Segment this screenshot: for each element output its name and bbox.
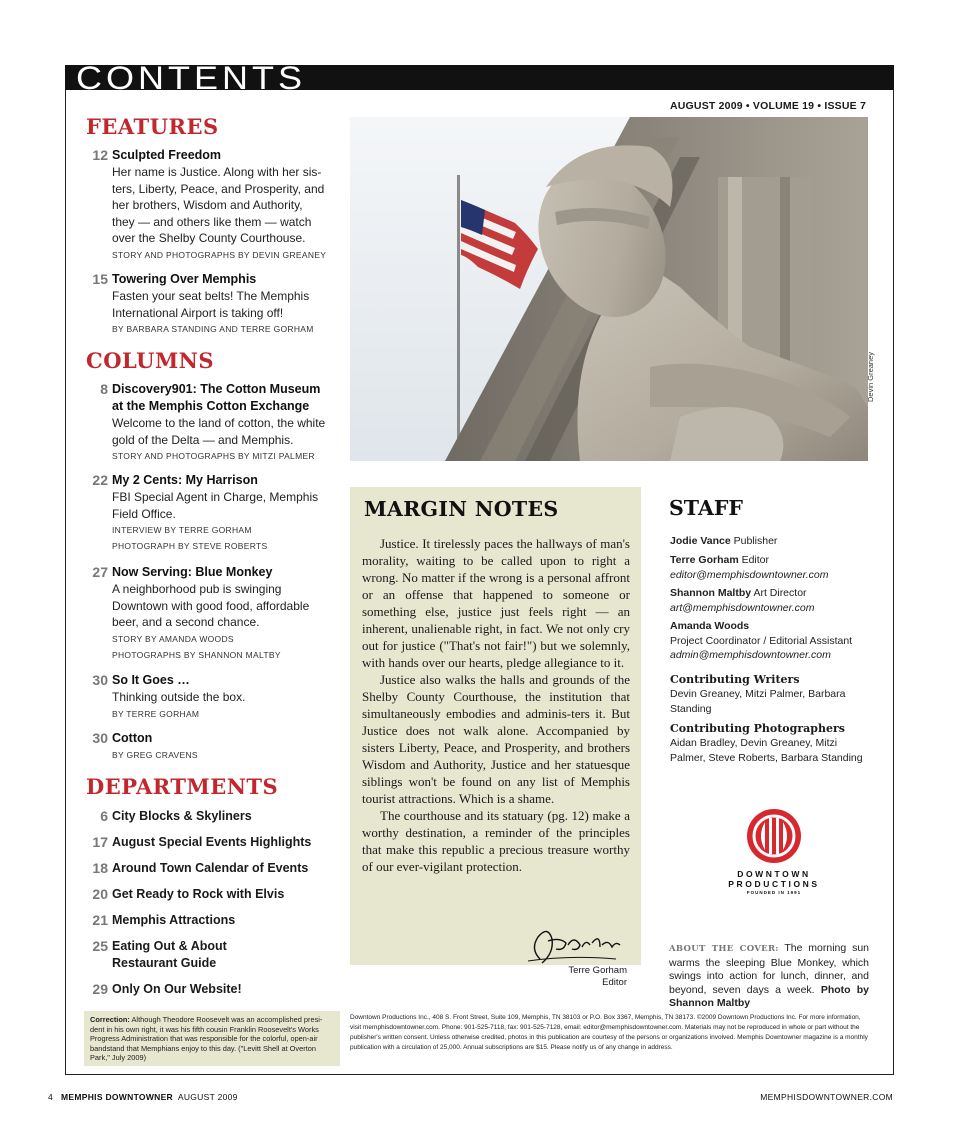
staff-role: Publisher <box>733 535 778 547</box>
photographers-heading: Contributing Photographers <box>670 722 845 735</box>
entry-description <box>112 689 336 706</box>
entry-title: Now Serving: Blue Monkey <box>112 565 273 579</box>
title-line: Discovery901: The Cotton Museum <box>112 382 321 396</box>
page-number: 30 <box>92 672 108 688</box>
toc-entry[interactable] <box>86 672 336 722</box>
issue-line: AUGUST 2009 • VOLUME 19 • ISSUE 7 <box>669 100 866 112</box>
entry-title: City Blocks & Skyliners <box>112 809 252 823</box>
entry-title <box>112 381 336 415</box>
staff-member <box>670 534 875 549</box>
writers-list: Devin Greaney, Mitzi Palmer, Barbara Standing <box>670 688 846 715</box>
title-line: Restaurant Guide <box>112 956 217 970</box>
correction-box <box>84 1011 340 1066</box>
entry-title: Sculpted Freedom <box>112 148 222 162</box>
page-number: 6 <box>100 808 108 824</box>
staff-email[interactable]: admin@memphisdowntowner.com <box>670 649 831 661</box>
entry-title: So It Goes … <box>112 673 190 687</box>
editor-signature <box>520 919 630 967</box>
desc-line: FBI Special Agent in Charge, Memphis <box>112 490 319 504</box>
staff-email[interactable]: editor@memphisdowntowner.com <box>670 568 829 581</box>
justice-statue-photo <box>350 117 868 461</box>
entry-credit: PHOTOGRAPHS BY SHANNON MALTBY <box>112 649 281 660</box>
entry-title: Towering Over Memphis <box>112 272 257 286</box>
dp-logo-icon <box>746 808 802 864</box>
staff-role: Art Director <box>753 587 807 599</box>
paragraph: Justice. It tirelessly paces the hallways of man's morality, waiting to be called upon to right a wrong. No matter if the wrong is a personal affront or an offense that happened to someone or something else, justice just feels right — an inherent, unalienable right, in fact. We not only cry out for justice ("That's not fair!") but we solemnly, with hands over our hearts, pledge allegiance to it. <box>362 536 630 670</box>
features-heading: FEATURES <box>86 114 219 139</box>
staff-member <box>670 619 875 663</box>
footer-page-number: 4 <box>48 1092 54 1102</box>
editor-role: Editor <box>602 976 627 988</box>
toc-entry[interactable] <box>86 564 336 663</box>
margin-notes-heading: MARGIN NOTES <box>364 497 559 521</box>
entry-credit: BY GREG CRAVENS <box>112 750 198 760</box>
toc-entry[interactable] <box>86 938 336 972</box>
logo-line2: PRODUCTIONS <box>728 879 820 889</box>
desc-line: A neighborhood pub is swinging <box>112 582 282 596</box>
entry-title: My 2 Cents: My Harrison <box>112 473 258 487</box>
desc-line: Thinking outside the box. <box>112 690 246 704</box>
desc-line: Downtown with good food, affordable <box>112 598 310 613</box>
staff-name: Jodie Vance <box>670 535 731 547</box>
entry-description <box>112 164 336 247</box>
page-number: 30 <box>92 730 108 746</box>
toc-entry[interactable] <box>86 886 336 903</box>
cover-lead: ABOUT THE COVER: <box>669 944 779 954</box>
downtown-productions-logo <box>726 808 822 903</box>
logo-founded: FOUNDED IN 1991 <box>746 890 802 895</box>
entry-credit: STORY AND PHOTOGRAPHS BY DEVIN GREANEY <box>112 249 327 260</box>
staff-name: Amanda Woods <box>670 620 750 632</box>
margin-notes-panel <box>350 487 641 988</box>
staff-member <box>670 553 875 582</box>
desc-line: her brothers, Wisdom and Authority, <box>112 198 303 212</box>
title-line: Eating Out & About <box>112 939 227 953</box>
desc-line: International Airport is taking off! <box>112 305 284 320</box>
page-number: 27 <box>92 564 108 580</box>
title-line: at the Memphis Cotton Exchange <box>112 399 310 413</box>
page-footer-left <box>48 1092 238 1102</box>
editor-name: Terre Gorham <box>568 965 627 976</box>
entry-title: Memphis Attractions <box>112 913 236 927</box>
page-number: 12 <box>92 147 108 163</box>
toc-entry[interactable] <box>86 834 336 851</box>
toc-entry[interactable] <box>86 860 336 877</box>
entry-description <box>112 288 336 321</box>
toc-entry[interactable] <box>86 147 336 263</box>
entry-credit: STORY BY AMANDA WOODS <box>112 633 234 644</box>
desc-line: ters, Liberty, Peace, and Prosperity, and <box>112 181 325 196</box>
staff-member <box>670 586 875 615</box>
entry-title: Get Ready to Rock with Elvis <box>112 887 285 901</box>
staff-role: Project Coordinator / Editorial Assistant <box>670 634 853 647</box>
toc-entry[interactable] <box>86 981 336 998</box>
page-number: 17 <box>92 834 108 850</box>
toc-entry[interactable] <box>86 271 336 337</box>
page-number: 29 <box>92 981 108 997</box>
desc-line: Fasten your seat belts! The Memphis <box>112 289 310 303</box>
entry-title: Around Town Calendar of Events <box>112 861 309 875</box>
entry-credit: PHOTOGRAPH BY STEVE ROBERTS <box>112 541 268 551</box>
staff-role: Editor <box>741 554 770 566</box>
departments-heading: DEPARTMENTS <box>86 774 279 799</box>
page-number: 8 <box>100 381 108 397</box>
entry-credit: INTERVIEW BY TERRE GORHAM <box>112 525 252 535</box>
toc-entry[interactable] <box>86 381 336 464</box>
paragraph: The courthouse and its statuary (pg. 12) make a worthy destination, a reminder of the principles that make this republic a precious treasure worthy of our ever-vigilant protection. <box>362 808 630 874</box>
page-number: 21 <box>92 912 108 928</box>
writers-heading: Contributing Writers <box>670 673 800 686</box>
entry-title: Cotton <box>112 731 153 745</box>
photo-credit: Devin Greaney <box>866 351 875 402</box>
entry-title: Only On Our Website! <box>112 982 242 996</box>
staff-email[interactable]: art@memphisdowntowner.com <box>670 601 815 614</box>
staff-heading: STAFF <box>669 496 743 520</box>
desc-line: Welcome to the land of cotton, the white <box>112 416 326 430</box>
desc-line: gold of the Delta — and Memphis. <box>112 432 294 447</box>
staff-name: Terre Gorham <box>670 554 739 566</box>
entry-description <box>112 489 336 522</box>
page-number: 15 <box>92 271 108 287</box>
page-title: CONTENTS <box>76 59 306 96</box>
desc-line: they — and others like them — watch <box>112 214 312 229</box>
flagpole <box>457 175 460 461</box>
photographers-list: Aidan Bradley, Devin Greaney, Mitzi Palmer, Steve Roberts, Barbara Standing <box>670 737 863 764</box>
toc-entry[interactable] <box>86 472 336 554</box>
entry-title: August Special Events Highlights <box>112 835 312 849</box>
toc-entry[interactable] <box>86 730 336 763</box>
desc-line: beer, and a second chance. <box>112 615 260 629</box>
entry-title <box>112 938 336 972</box>
entry-description <box>112 581 336 631</box>
entry-credit: BY TERRE GORHAM <box>112 708 200 719</box>
cover-photo <box>350 117 868 461</box>
page-number: 18 <box>92 860 108 876</box>
footer-magazine: MEMPHIS DOWNTOWNER <box>61 1092 173 1102</box>
desc-line: over the Shelby County Courthouse. <box>112 231 306 245</box>
margin-notes-body <box>362 535 630 875</box>
logo-line1: DOWNTOWN <box>737 869 811 879</box>
entry-description <box>112 415 336 448</box>
correction-label: Correction: <box>90 1015 130 1024</box>
page-number: 22 <box>92 472 108 488</box>
desc-line: Her name is Justice. Along with her sis- <box>112 165 322 179</box>
columns-heading: COLUMNS <box>86 348 215 373</box>
entry-credit: BY BARBARA STANDING AND TERRE GORHAM <box>112 324 314 334</box>
about-the-cover <box>669 942 869 1011</box>
publisher-fineprint: Downtown Productions Inc., 408 S. Front Street, Suite 109, Memphis, TN 38103 or P.O. Box 3367, Memphis, TN 38173. ©2009 Downtown Productions Inc. For more information, visit memphisdowntowner.com. Phone: 901-525-7118, fax: 901-525-7128, email: editor@memphisdowntowner.com. Materials may not be reproduced in whole or part without the publisher's written consent. Unless otherwise credited, photos in this publication are courtesy of the persons or organizations involved. Memphis Downtowner magazine is a monthly publication with a circulation of 25,000. Annual subscriptions are $15. Please notify us of any change in address. <box>350 1014 868 1051</box>
cover-credit: Photo by Shannon Maltby <box>669 983 869 1009</box>
page-number: 25 <box>92 938 108 954</box>
footer-website[interactable]: MEMPHISDOWNTOWNER.COM <box>760 1092 893 1102</box>
page-number: 20 <box>92 886 108 902</box>
cover-text: The morning sun warms the sleeping Blue Monkey, which swings into action for lunch, dinner, and beyond, seven days a week. <box>669 942 869 996</box>
toc-entry[interactable] <box>86 808 336 825</box>
editor-byline <box>568 965 627 988</box>
staff-name: Shannon Maltby <box>670 587 752 599</box>
footer-date: AUGUST 2009 <box>177 1092 238 1102</box>
correction-text: Although Theodore Roosevelt was an accomplished presi-dent in his own right, it was his fifth cousin Franklin Roosevelt's Works Progress Administration that was responsible for the colorful, open-air bandstand that Memphians enjoy to this day. ("Levitt Shell at Overton Park," July 2009) <box>90 1015 323 1062</box>
desc-line: Field Office. <box>112 506 176 521</box>
entry-credit: STORY AND PHOTOGRAPHS BY MITZI PALMER <box>112 451 315 461</box>
paragraph: Justice also walks the halls and grounds of the Shelby County Courthouse, the institution that simultaneously embodies and adminis-ters it. But Justice does not walk alone. Accompanied by sisters Liberty, Peace, and Prosperity, and brothers Wisdom and Authority, Justice and her statuesque siblings won't be found on any list of Memphis tourist attractions. Which is a shame. <box>362 672 630 806</box>
toc-entry[interactable] <box>86 912 336 929</box>
